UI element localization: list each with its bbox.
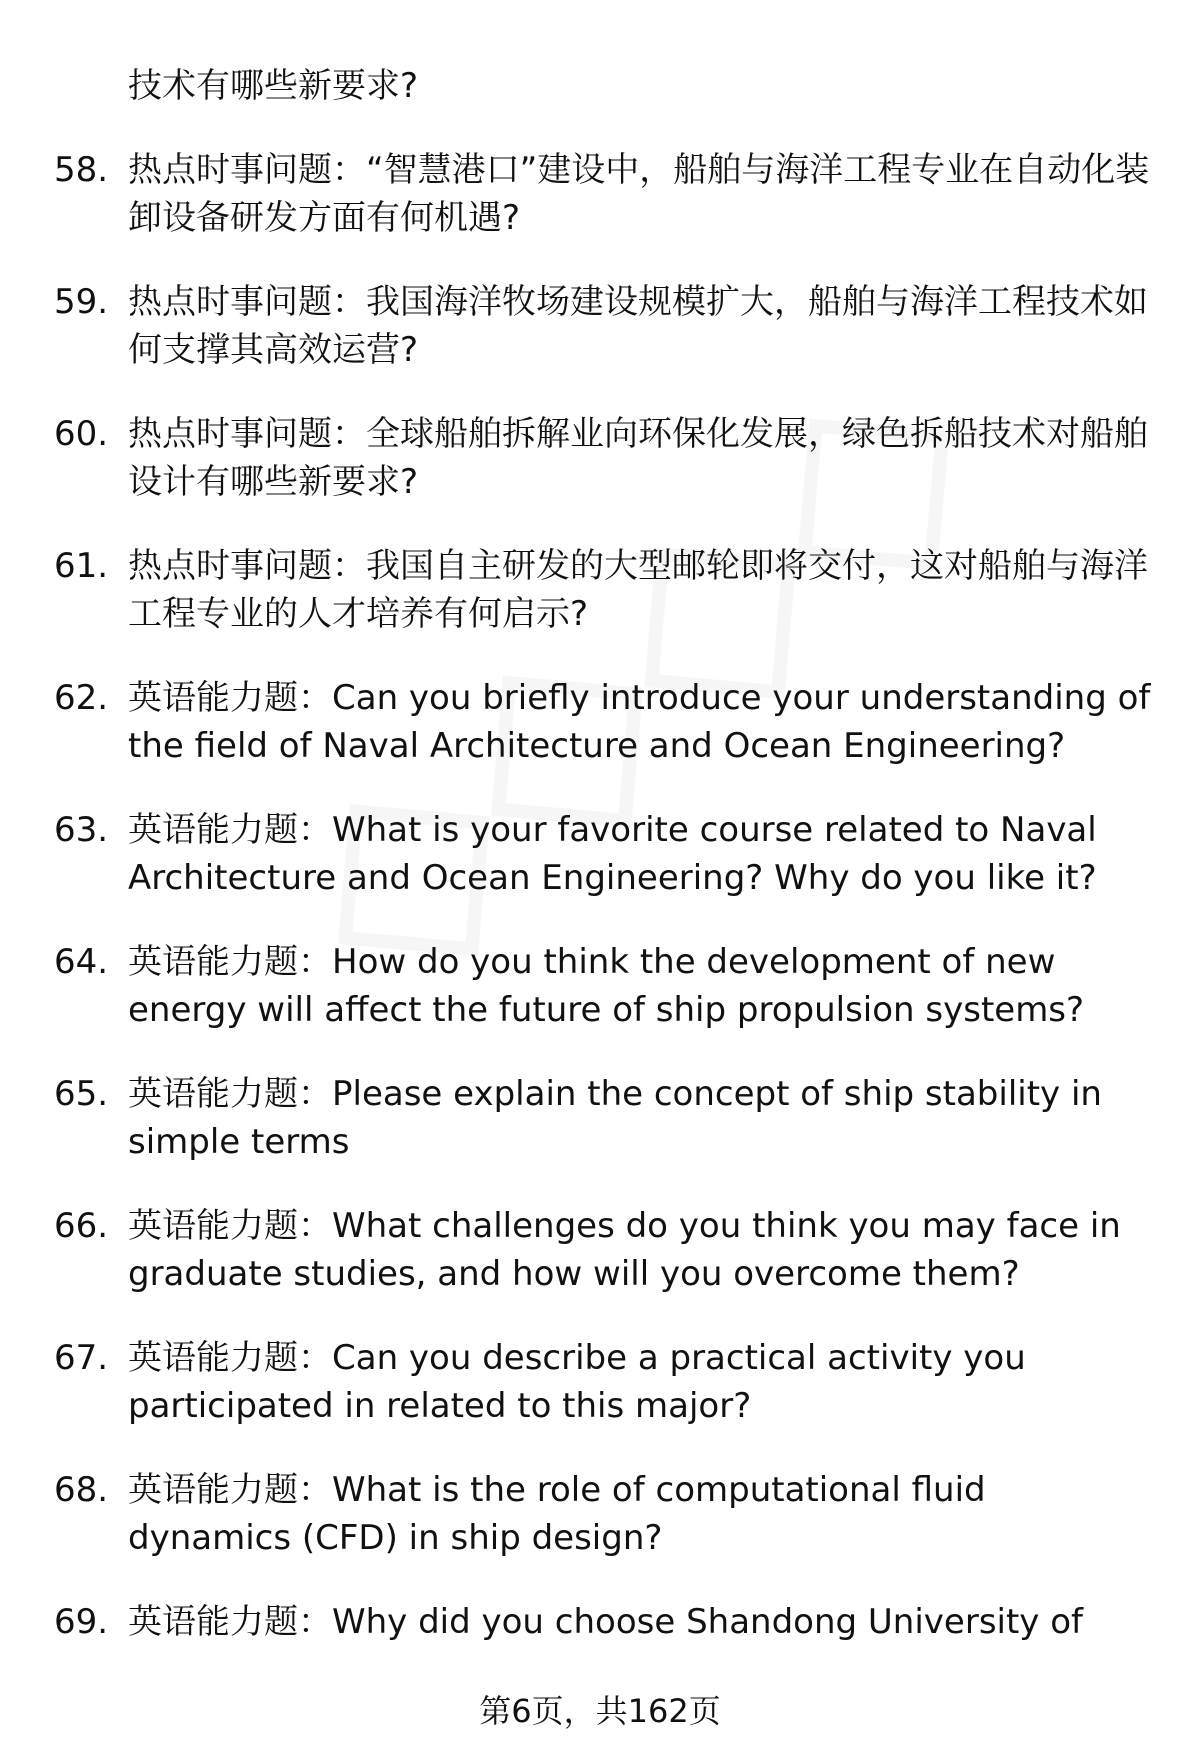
question-item bbox=[54, 278, 1154, 374]
question-item bbox=[54, 1202, 1154, 1298]
continuation-text: 技术有哪些新要求? bbox=[128, 66, 419, 106]
question-text: 英语能力题：What challenges do you think you may face in graduate studies, and how will you overcome them? bbox=[128, 1206, 1121, 1294]
question-text: 英语能力题：Why did you choose Shandong University of bbox=[128, 1602, 1084, 1642]
question-number: 64. bbox=[54, 942, 109, 982]
question-text: 英语能力题：Can you briefly introduce your understanding of the field of Naval Architecture and Ocean Engineering? bbox=[128, 678, 1151, 766]
question-item bbox=[54, 542, 1154, 638]
question-text: 热点时事问题：我国海洋牧场建设规模扩大，船舶与海洋工程技术如何支撑其高效运营? bbox=[128, 282, 1148, 370]
question-item bbox=[54, 674, 1154, 770]
question-item bbox=[54, 1070, 1154, 1166]
question-number: 61. bbox=[54, 546, 109, 586]
page-footer: 第6页，共162页 bbox=[479, 1692, 721, 1730]
question-number: 58. bbox=[54, 150, 109, 190]
question-number: 67. bbox=[54, 1338, 109, 1378]
question-item bbox=[54, 146, 1154, 242]
question-item bbox=[54, 1466, 1154, 1562]
question-number: 59. bbox=[54, 282, 109, 322]
question-text: 英语能力题：What is your favorite course related to Naval Architecture and Ocean Engineering? Why do you like it? bbox=[128, 810, 1097, 898]
question-item bbox=[54, 806, 1154, 902]
question-item bbox=[54, 410, 1154, 506]
question-number: 69. bbox=[54, 1602, 109, 1642]
question-item bbox=[54, 1598, 1154, 1646]
question-number: 66. bbox=[54, 1206, 109, 1246]
question-text: 热点时事问题：“智慧港口”建设中，船舶与海洋工程专业在自动化装卸设备研发方面有何机遇? bbox=[128, 150, 1150, 238]
question-text: 热点时事问题：我国自主研发的大型邮轮即将交付，这对船舶与海洋工程专业的人才培养有何启示? bbox=[128, 546, 1148, 634]
question-number: 60. bbox=[54, 414, 109, 454]
question-number: 62. bbox=[54, 678, 109, 718]
question-number: 65. bbox=[54, 1074, 109, 1114]
question-item bbox=[54, 938, 1154, 1034]
question-text: 热点时事问题：全球船舶拆解业向环保化发展，绿色拆船技术对船舶设计有哪些新要求? bbox=[128, 414, 1148, 502]
question-text: 英语能力题：Can you describe a practical activity you participated in related to this major? bbox=[128, 1338, 1026, 1426]
question-number: 68. bbox=[54, 1470, 109, 1510]
question-text: 英语能力题：Please explain the concept of ship stability in simple terms bbox=[128, 1074, 1102, 1162]
question-text: 英语能力题：What is the role of computational fluid dynamics (CFD) in ship design? bbox=[128, 1470, 986, 1558]
question-text: 英语能力题：How do you think the development of new energy will affect the future of ship propulsion systems? bbox=[128, 942, 1085, 1030]
question-item bbox=[54, 1334, 1154, 1430]
question-number: 63. bbox=[54, 810, 109, 850]
